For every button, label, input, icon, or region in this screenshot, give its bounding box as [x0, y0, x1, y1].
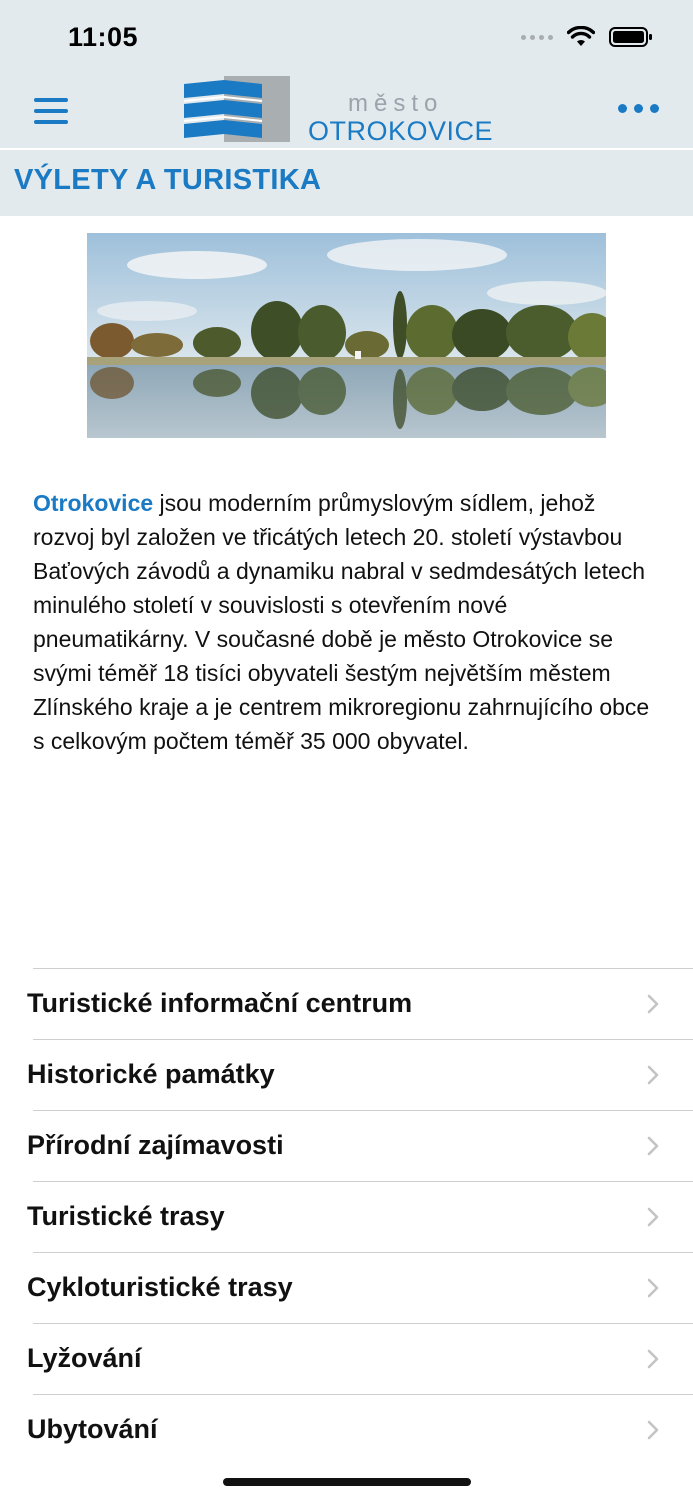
- chevron-right-icon: [647, 1278, 659, 1298]
- hamburger-menu-button[interactable]: [30, 96, 70, 130]
- chevron-right-icon: [647, 1349, 659, 1369]
- intro-paragraph: [33, 486, 663, 758]
- list-item-label: Historické památky: [27, 1059, 275, 1089]
- list-item[interactable]: [0, 1394, 693, 1465]
- list-item[interactable]: [0, 1181, 693, 1252]
- logo-title: OTROKOVICE: [308, 116, 494, 146]
- logo-subtitle: město: [348, 90, 444, 117]
- list-item[interactable]: [0, 1110, 693, 1181]
- list-item-label: Lyžování: [27, 1343, 142, 1373]
- menu-list: [0, 968, 693, 1465]
- lake-photo: [87, 233, 606, 438]
- list-item-label: Cykloturistické trasy: [27, 1272, 293, 1302]
- status-icons: [521, 26, 653, 48]
- list-item[interactable]: [0, 968, 693, 1039]
- status-time: 11:05: [68, 22, 139, 52]
- intro-text: jsou moderním průmyslovým sídlem, jehož rozvoj byl založen ve třicátých letech 20. století výstavbou Baťových závodů a dynamiku nabral v sedmdesátých letech minulého století v souvislosti s otevřením nové pneumatikárny. V současné době je město Otrokovice se svými téměř 18 tisíci obyvateli šestým největším městem Zlínského kraje a je centrem mikroregionu zahrnujícího obce s celkovým počtem téměř 35 000 obyvatel.: [33, 490, 650, 754]
- chevron-right-icon: [647, 1065, 659, 1085]
- city-link[interactable]: Otrokovice: [33, 490, 154, 516]
- list-item-label: Ubytování: [27, 1414, 158, 1444]
- chevron-right-icon: [647, 994, 659, 1014]
- chevron-right-icon: [647, 1420, 659, 1440]
- home-indicator: [223, 1478, 471, 1486]
- signal-icon: [521, 35, 553, 40]
- battery-icon: [609, 26, 653, 48]
- chevron-right-icon: [647, 1136, 659, 1156]
- list-item-label: Turistické trasy: [27, 1201, 225, 1231]
- more-options-button[interactable]: [618, 104, 659, 113]
- list-item-label: Přírodní zajímavosti: [27, 1130, 284, 1160]
- status-bar: [0, 0, 693, 78]
- wifi-icon: [567, 26, 595, 48]
- list-item[interactable]: [0, 1039, 693, 1110]
- list-item-label: Turistické informační centrum: [27, 988, 413, 1018]
- list-item[interactable]: [0, 1323, 693, 1394]
- list-item[interactable]: [0, 1252, 693, 1323]
- chevron-right-icon: [647, 1207, 659, 1227]
- page-title: VÝLETY A TURISTIKA: [14, 164, 322, 196]
